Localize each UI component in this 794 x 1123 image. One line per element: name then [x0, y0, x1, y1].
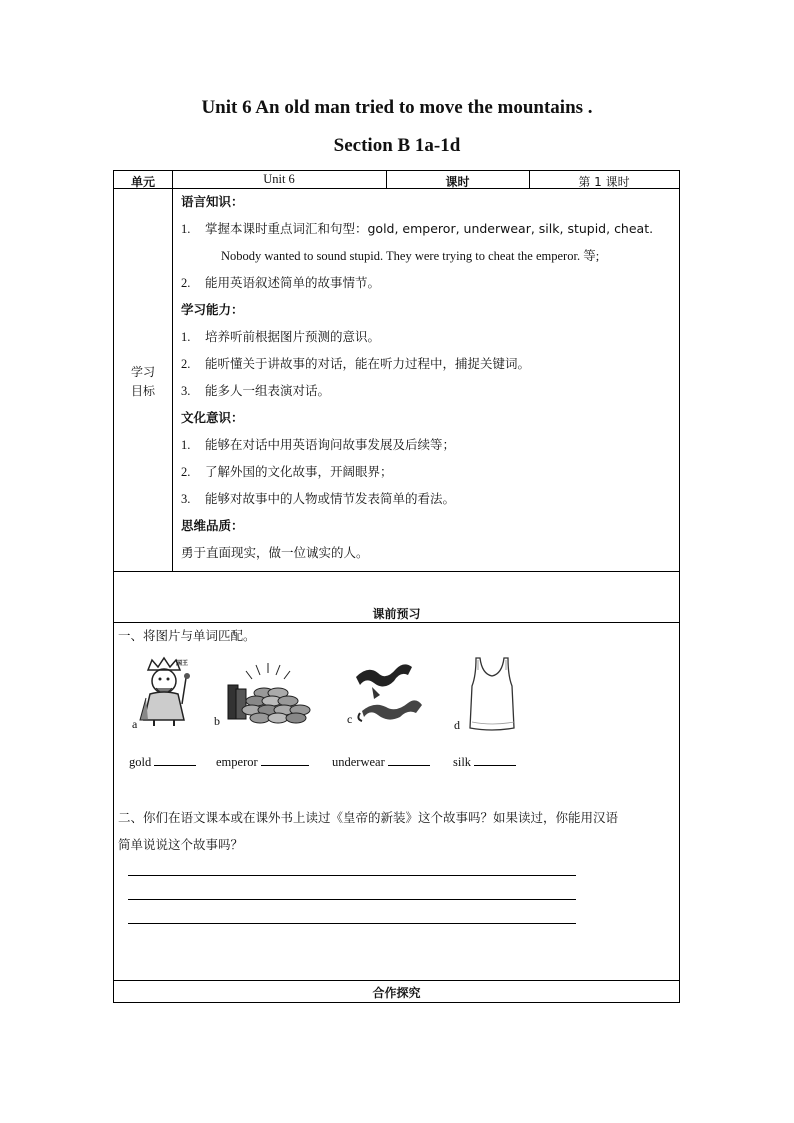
list-text: 能够在对话中用英语询问故事发展及后续等； [205, 437, 456, 452]
list-item [221, 246, 599, 264]
list-item [181, 219, 653, 237]
page-title: Unit 6 An old man tried to move the mountains . [201, 97, 593, 118]
row-divider [114, 571, 679, 572]
unit-value: Unit 6 [263, 172, 295, 186]
answer-blank[interactable] [261, 753, 309, 766]
task2-instruction-line1: 二、你们在语文课本或在课外书上读过《皇帝的新装》这个故事吗？如果读过，你能用汉语 [118, 810, 619, 825]
list-number: 3. [181, 384, 191, 398]
thinking-quality-heading: 思维品质： [181, 518, 244, 533]
answer-line[interactable] [128, 899, 576, 900]
answer-blank[interactable] [154, 753, 196, 766]
row-divider [114, 980, 679, 981]
objectives-label-line1: 学习 [130, 365, 155, 379]
list-text: 能多人一组表演对话。 [205, 383, 331, 398]
answer-line[interactable] [128, 923, 576, 924]
gold-picture [222, 659, 314, 727]
lesson-plan-table [113, 170, 680, 1003]
word-label: gold [129, 755, 152, 769]
emperor-caption: 国王 [176, 660, 189, 667]
word-blank-gold [129, 753, 196, 770]
list-item [181, 435, 455, 453]
answer-blank[interactable] [474, 753, 516, 766]
language-knowledge-heading: 语言知识： [181, 194, 244, 209]
task2-instruction-line2: 简单说说这个故事吗？ [118, 837, 244, 852]
page-subtitle: Section B 1a-1d [333, 135, 461, 156]
list-text: 掌握本课时重点词汇和句型：gold, emperor, underwear, silk, stupid, cheat. [205, 221, 654, 236]
list-item [181, 489, 455, 507]
unit-label: 单元 [130, 175, 155, 189]
emperor-icon [132, 654, 202, 726]
word-blank-emperor [216, 753, 309, 770]
word-blank-underwear [332, 753, 430, 770]
list-number: 1. [181, 330, 191, 344]
list-text: 能用英语叙述简单的故事情节。 [205, 275, 381, 290]
gold-icon [222, 659, 314, 727]
emperor-picture [132, 654, 202, 726]
answer-blank[interactable] [388, 753, 430, 766]
silk-icon [352, 659, 424, 723]
list-item [181, 327, 380, 345]
silk-picture [352, 659, 424, 723]
list-item [181, 273, 380, 291]
list-text: Nobody wanted to sound stupid. They were trying to cheat the emperor. 等; [221, 249, 600, 263]
underwear-picture [466, 656, 518, 732]
word-blank-silk [453, 753, 516, 770]
list-number: 2. [181, 357, 191, 371]
period-label: 课时 [445, 175, 470, 189]
objectives-label-line2: 目标 [130, 384, 155, 398]
picture-letter-a: a [132, 717, 138, 731]
task1-instruction: 一、将图片与单词匹配。 [118, 628, 256, 643]
word-label: underwear [332, 755, 385, 769]
list-text: 培养听前根据图片预测的意识。 [205, 329, 381, 344]
list-number: 2. [181, 276, 191, 290]
list-item [181, 354, 530, 372]
answer-line[interactable] [128, 875, 576, 876]
picture-letter-b: b [214, 714, 220, 728]
list-item [181, 381, 330, 399]
thinking-quality-text: 勇于直面现实，做一位诚实的人。 [181, 545, 369, 560]
list-number: 1. [181, 222, 191, 236]
list-number: 2. [181, 465, 191, 479]
learning-ability-heading: 学习能力： [181, 302, 244, 317]
picture-letter-d: d [454, 718, 460, 732]
word-label: emperor [216, 755, 258, 769]
preview-section-title: 课前预习 [372, 607, 421, 621]
cooperation-section-title: 合作探究 [372, 986, 421, 1000]
list-number: 1. [181, 438, 191, 452]
list-text: 能听懂关于讲故事的对话，能在听力过程中，捕捉关键词。 [205, 356, 531, 371]
col-divider [172, 171, 173, 571]
list-text: 了解外国的文化故事，开阔眼界； [205, 464, 393, 479]
cultural-awareness-heading: 文化意识： [181, 410, 244, 425]
period-value: 第 1 课时 [578, 175, 630, 189]
word-label: silk [453, 755, 472, 769]
list-text: 能够对故事中的人物或情节发表简单的看法。 [205, 491, 456, 506]
underwear-icon [466, 656, 518, 732]
list-item [181, 462, 393, 480]
list-number: 3. [181, 492, 191, 506]
picture-letter-c: c [347, 712, 353, 726]
row-divider [114, 622, 679, 623]
